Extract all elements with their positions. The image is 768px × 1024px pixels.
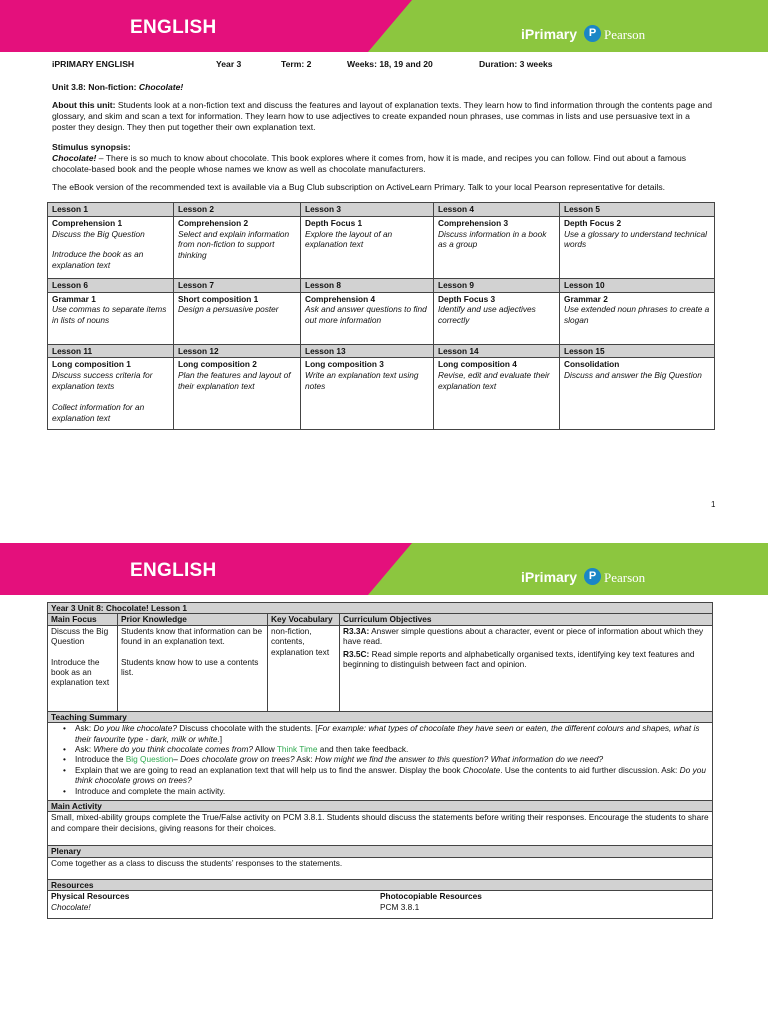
lesson-desc: Discuss and answer the Big Question (564, 370, 702, 381)
plenary-label: Plenary (48, 845, 712, 856)
lesson-header: Lesson 7 (174, 278, 301, 292)
summary-bullet: • Introduce the Big Question– Does chocolate grow on trees? Ask: How might we find the answer to this question? What information do we need? (75, 754, 709, 764)
objective-item (343, 649, 709, 670)
lesson-desc: Plan the features and layout of their explanation text (178, 370, 291, 391)
prior-knowledge-cell (117, 626, 267, 711)
lesson-cell (560, 292, 715, 344)
lesson-desc: Ask and answer questions to find out more information (305, 304, 427, 326)
lesson-overview-table (47, 202, 715, 430)
meta-term: Term: 2 (281, 59, 312, 69)
objective-text: Read simple reports and alphabetically organised texts, identifying key text features and beginning to distinguish between fact and opinion. (343, 648, 695, 670)
pearson-logo-icon: P (584, 25, 601, 42)
summary-bullet: • Ask: Do you like chocolate? Discuss chocolate with the students. [For example: what types of chocolate they have seen or eaten, the different colours and shapes, what is their favourite type - dark, milk or white.] (75, 723, 709, 744)
ebook-note: The eBook version of the recommended text is available via a Bug Club subscription on ActiveLearn Primary. Talk to your local Pearson representative for details. (52, 182, 666, 192)
unit-title (52, 82, 716, 93)
main-focus-cell (48, 626, 117, 711)
summary-bullet: • Explain that we are going to read an explanation text that will help us to find the answer. Display the book Chocolate. Use the contents to aid further discussion. Ask: Do you think chocolate grows on trees? (75, 765, 709, 786)
lesson-desc-2: Introduce the book as an explanation text (52, 249, 144, 271)
lesson-plan-title: Year 3 Unit 8: Chocolate! Lesson 1 (48, 603, 712, 613)
page-2 (0, 543, 768, 1024)
lesson-header: Lesson 2 (174, 203, 301, 217)
header-banner (0, 0, 768, 52)
lesson-cell (48, 292, 174, 344)
banner-title: ENGLISH (130, 17, 217, 38)
lesson-header: Lesson 6 (48, 278, 174, 292)
lesson-cell (174, 292, 301, 344)
brand-name: iPrimary (521, 26, 578, 42)
lesson-cell (174, 216, 301, 278)
about-label: About this unit: (52, 100, 116, 110)
teaching-summary-label: Teaching Summary (48, 711, 712, 722)
brand-name: iPrimary (521, 569, 578, 585)
lesson-header: Lesson 4 (434, 203, 560, 217)
lesson-header: Lesson 10 (560, 278, 715, 292)
objectives-cell (339, 626, 712, 711)
resources-row (48, 890, 712, 918)
lesson-header: Lesson 1 (48, 203, 174, 217)
lesson-cell (560, 358, 715, 430)
physical-resources-label: Physical Resources (51, 891, 130, 902)
lesson-type: Long composition 1 (52, 359, 131, 370)
lesson-header: Lesson 15 (560, 344, 715, 358)
lesson-plan-table (47, 602, 713, 919)
lesson-cell (301, 358, 434, 430)
lesson-type: Consolidation (564, 359, 620, 370)
summary-bullet: • Ask: Where do you think chocolate comes from? Allow Think Time and then take feedback. (75, 744, 709, 754)
physical-resources-item: Chocolate! (51, 901, 91, 912)
lesson-desc-2: Collect information for an explanation text (52, 401, 145, 423)
lesson-desc: Discuss success criteria for explanation texts (52, 370, 153, 391)
unit-label: Unit 3.8: Non-fiction: (52, 82, 137, 92)
lesson-cell (560, 216, 715, 278)
prior-knowledge-item: Students know how to use a contents list. (121, 656, 259, 678)
lesson-desc: Use a glossary to understand technical words (564, 228, 707, 250)
lesson-cell (301, 216, 434, 278)
lesson-type: Depth Focus 2 (564, 217, 622, 228)
lesson-desc: Discuss the Big Question (52, 228, 145, 239)
big-question-link[interactable]: Big Question (125, 754, 174, 765)
header-prior-knowledge: Prior Knowledge (117, 614, 267, 624)
stimulus-label: Stimulus synopsis: (52, 142, 131, 152)
lesson-type: Comprehension 2 (178, 217, 249, 228)
photocopiable-resources-item: PCM 3.8.1 (380, 901, 420, 912)
publisher-name: Pearson (604, 570, 646, 585)
stimulus-book: Chocolate! (52, 153, 97, 163)
photocopiable-resources-label: Photocopiable Resources (380, 891, 482, 902)
resources-label: Resources (48, 879, 712, 890)
about-text: Students look at a non-fiction text and discuss the features and layout of explanation texts. They learn how to find information through the contents page and glossary, and skim and scan a text for information. They learn how to use adjectives to create expanded noun phrases, use commas in lists and use persuasive text in a poster they design. They then put together their own explanation text. (52, 100, 713, 132)
unit-book-title: Chocolate! (138, 82, 184, 92)
lesson-desc: Design a persuasive poster (178, 304, 279, 315)
lesson-cell (48, 216, 174, 278)
header-curriculum-objectives: Curriculum Objectives (339, 614, 712, 624)
lesson-desc: Use commas to separate items in lists of nouns (52, 304, 167, 326)
think-time-link[interactable]: Think Time (276, 744, 318, 755)
lesson-cell (434, 358, 560, 430)
lesson-cell (48, 358, 174, 430)
lesson-type: Short composition 1 (178, 293, 259, 304)
lesson-type: Long composition 3 (305, 359, 384, 370)
plan-headers (48, 613, 712, 624)
lesson-header: Lesson 14 (434, 344, 560, 358)
meta-year: Year 3 (216, 59, 242, 69)
meta-duration: Duration: 3 weeks (479, 59, 553, 69)
header-banner (0, 543, 768, 595)
objective-code: R3.5C: (343, 648, 370, 659)
lesson-type: Comprehension 1 (52, 217, 123, 228)
publisher-name: Pearson (604, 27, 646, 42)
lesson-header: Lesson 5 (560, 203, 715, 217)
lesson-header: Lesson 11 (48, 344, 174, 358)
lesson-desc: Explore the layout of an explanation text (305, 228, 393, 250)
lesson-type: Comprehension 4 (305, 293, 376, 304)
physical-resources (51, 891, 380, 918)
lesson-type: Long composition 4 (438, 359, 517, 370)
about-section (52, 100, 716, 133)
main-activity-text: Small, mixed-ability groups complete the True/False activity on PCM 3.8.1. Students should discuss the statements before writing their responses. Encourage the students to share and compare their decisions, giving reasons for their choices. (48, 811, 712, 845)
pearson-logo-icon: P (584, 568, 601, 585)
lesson-type: Depth Focus 1 (305, 217, 363, 228)
page-number: 1 (711, 500, 716, 509)
lesson-header: Lesson 12 (174, 344, 301, 358)
vocabulary-cell: non-fiction, contents, explanation text (267, 626, 339, 711)
lesson-type: Grammar 2 (564, 293, 608, 304)
lesson-type: Comprehension 3 (438, 217, 509, 228)
lesson-desc: Identify and use adjectives correctly (438, 304, 536, 326)
lesson-type: Grammar 1 (52, 293, 96, 304)
main-activity-label: Main Activity (48, 800, 712, 811)
lesson-desc: Select and explain information from non-fiction to support thinking (178, 228, 290, 261)
lesson-cell (434, 292, 560, 344)
objective-item (343, 626, 709, 647)
header-key-vocabulary: Key Vocabulary (267, 614, 339, 624)
photocopiable-resources (380, 891, 709, 918)
objective-code: R3.3A: (343, 625, 370, 636)
lesson-cell (301, 292, 434, 344)
lesson-type: Long composition 2 (178, 359, 257, 370)
lesson-cell (174, 358, 301, 430)
main-focus-item: Introduce the book as an explanation text (51, 656, 110, 688)
plenary-text: Come together as a class to discuss the students’ responses to the statements. (48, 857, 712, 879)
stimulus-section (52, 142, 716, 175)
meta-weeks: Weeks: 18, 19 and 20 (347, 59, 433, 69)
meta-program: iPRIMARY ENGLISH (52, 59, 135, 69)
banner-title: ENGLISH (130, 560, 217, 581)
lesson-type: Depth Focus 3 (438, 293, 496, 304)
summary-bullet: • Introduce and complete the main activity. (75, 786, 709, 796)
lesson-header: Lesson 8 (301, 278, 434, 292)
stimulus-text: – There is so much to know about chocolate. This book explores where it comes from, how it is made, and recipes you can follow. Find out about a famous chocolate-based book and the people whose names we know as well as chocolate manufacturers. (52, 153, 687, 174)
objective-text: Answer simple questions about a character, event or piece of information about which they have read. (343, 625, 704, 647)
lesson-header: Lesson 13 (301, 344, 434, 358)
lesson-desc: Discuss information in a book as a group (438, 228, 547, 250)
lesson-header: Lesson 3 (301, 203, 434, 217)
lesson-desc: Revise, edit and evaluate their explanation text (438, 370, 550, 391)
main-focus-item: Discuss the Big Question (51, 625, 109, 647)
lesson-desc: Write an explanation text using notes (305, 370, 419, 391)
plan-content-row (48, 625, 712, 711)
teaching-summary (48, 722, 712, 800)
header-main-focus: Main Focus (51, 614, 97, 625)
lesson-desc: Use extended noun phrases to create a slogan (564, 304, 710, 326)
prior-knowledge-item: Students know that information can be found in an explanation text. (121, 625, 263, 647)
lesson-cell (434, 216, 560, 278)
lesson-header: Lesson 9 (434, 278, 560, 292)
